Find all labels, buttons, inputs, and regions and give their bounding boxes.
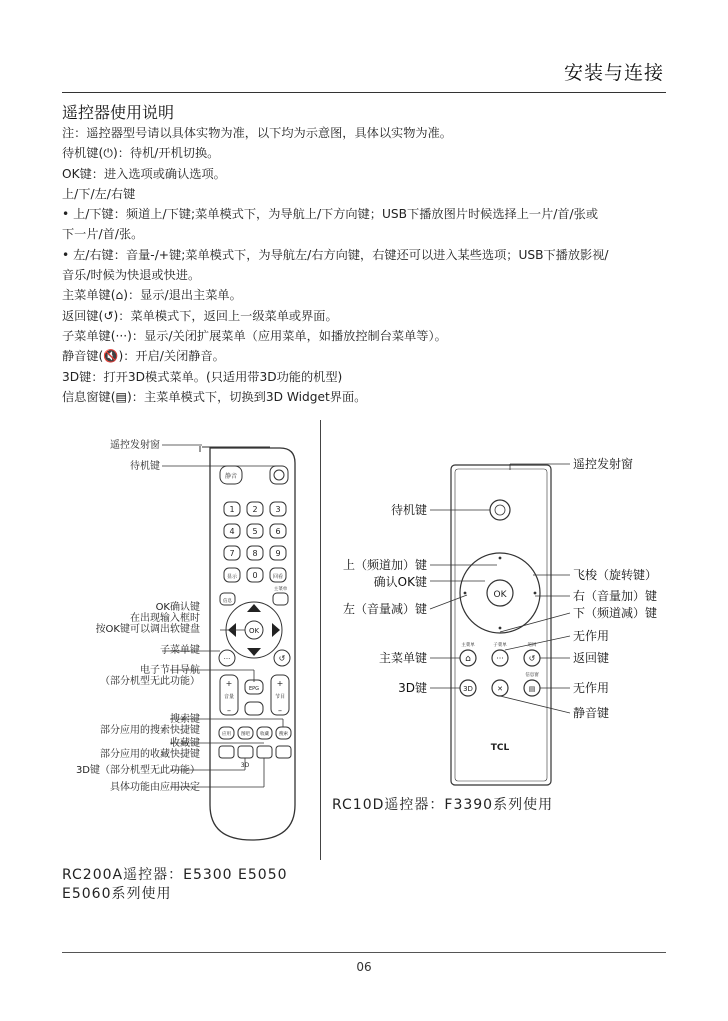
num-key: 9 bbox=[275, 549, 281, 558]
info-window-icon: ▤ bbox=[528, 685, 536, 693]
left-standby-btn bbox=[270, 466, 288, 484]
vol-plus: + bbox=[225, 679, 233, 688]
text-line: OK键：进入选项或确认选项。 bbox=[62, 166, 226, 181]
label-epg-sub: （部分机型无此功能） bbox=[100, 676, 200, 687]
right-standby-btn bbox=[490, 500, 510, 520]
info-small-label: 信息窗 bbox=[525, 673, 539, 678]
menu-label: 主菜单 bbox=[273, 587, 288, 592]
dot-left bbox=[464, 592, 467, 595]
return-icon: ↺ bbox=[528, 654, 536, 663]
ch-plus: + bbox=[276, 679, 284, 688]
left-caption-line1: RC200A遥控器：E5300 E5050 bbox=[62, 867, 288, 883]
label-epg: 电子节目导航 bbox=[140, 665, 200, 676]
left-remote-diagram bbox=[40, 430, 320, 860]
label-3d: 3D键（部分机型无此功能） bbox=[75, 765, 200, 776]
vol-label: 音量 bbox=[223, 694, 235, 700]
num-key: 3 bbox=[275, 505, 281, 514]
label-ir-window: 遥控发射窗 bbox=[110, 440, 160, 451]
back-small-label: 返回 bbox=[527, 643, 537, 648]
r-label-shuttle: 飞梭（旋转键） bbox=[573, 568, 658, 582]
num-key: 4 bbox=[229, 527, 235, 536]
label-submenu: 子菜单键 bbox=[160, 645, 200, 656]
r-label-ir: 遥控发射窗 bbox=[573, 457, 634, 471]
fav-label: 收藏 bbox=[260, 732, 269, 737]
text-line: 下一片/首/张。 bbox=[62, 227, 144, 242]
left-mute-label: 静音 bbox=[224, 473, 238, 480]
info-label: 信息 bbox=[223, 599, 232, 604]
dot-up bbox=[499, 557, 502, 560]
right-remote-body bbox=[451, 465, 551, 785]
r-label-ok: 确认OK键 bbox=[373, 575, 427, 589]
instruction-text bbox=[62, 123, 672, 407]
r-label-unused2: 无作用 bbox=[573, 681, 610, 695]
app2-label: 图吧 bbox=[241, 732, 250, 737]
text-line: 注：遥控器型号请以具体实物为准，以下均为示意图，具体以实物为准。 bbox=[62, 126, 452, 140]
ch-minus: – bbox=[278, 706, 282, 715]
arrow-up-icon bbox=[247, 604, 261, 612]
text-line: 3D键：打开3D模式菜单。(只适用带3D功能的机型) bbox=[62, 369, 343, 384]
label-search: 搜索键 bbox=[170, 714, 200, 725]
r-label-right: 右（音量加）键 bbox=[573, 589, 658, 603]
text-line: 待机键(⏻)：待机/开机切换。 bbox=[62, 146, 220, 161]
power-icon bbox=[274, 470, 284, 480]
back-arrow-icon: ↺ bbox=[278, 654, 286, 663]
exit-btn bbox=[245, 702, 263, 715]
column-divider bbox=[320, 420, 321, 860]
num-key: 2 bbox=[252, 505, 258, 514]
ch-label: 节目 bbox=[274, 694, 286, 700]
r-label-down: 下（频道减）键 bbox=[573, 606, 658, 620]
search-label: 搜索 bbox=[279, 732, 288, 737]
label-standby: 待机键 bbox=[130, 461, 160, 472]
num-key: 5 bbox=[252, 527, 258, 536]
text-line: 上/下/左/右键 bbox=[62, 186, 136, 201]
text-line: • 左/右键：音量-/+键;菜单模式下，为导航左/右方向键，右键还可以进入某些选项；USB下播放影视/ bbox=[62, 247, 609, 262]
text-line: 子菜单键(···)：显示/关闭扩展菜单（应用菜单，如播放控制台菜单等）。 bbox=[62, 328, 447, 343]
text-line: • 上/下键：频道上/下键;菜单模式下，为导航上/下方向键；USB下播放图片时候选择上一片/首/张或 bbox=[62, 207, 599, 222]
epg-label: EPG bbox=[248, 686, 260, 692]
menu-btn bbox=[273, 593, 288, 605]
section-title: 遥控器使用说明 bbox=[62, 103, 175, 122]
power-icon bbox=[495, 505, 505, 515]
r-label-home: 主菜单键 bbox=[378, 651, 427, 665]
text-line: 音乐/时候为快退或快进。 bbox=[62, 268, 201, 283]
mute-icon: ✕ bbox=[497, 685, 503, 693]
zero-key: 0 bbox=[252, 571, 258, 580]
brand-logo: TCL bbox=[490, 743, 510, 753]
right-caption: RC10D遥控器：F3390系列使用 bbox=[332, 797, 554, 813]
back-ch-key: 回看 bbox=[272, 574, 284, 580]
num-key: 1 bbox=[229, 505, 235, 514]
text-line: 静音键(🔇)：开启/关闭静音。 bbox=[62, 349, 225, 364]
app1-label: 应用 bbox=[222, 732, 231, 737]
label-ok-sub1: 在出现输入框时 bbox=[130, 613, 200, 624]
dots-icon: ··· bbox=[496, 654, 504, 663]
sub-small-label: 子菜单 bbox=[493, 643, 507, 648]
r-label-3d: 3D键 bbox=[398, 681, 427, 695]
vol-minus: – bbox=[227, 706, 231, 715]
label-fav: 收藏键 bbox=[170, 738, 200, 749]
r-label-mute: 静音键 bbox=[573, 706, 610, 720]
d3-label: 3D bbox=[240, 762, 250, 769]
r-label-back: 返回键 bbox=[573, 651, 610, 665]
arrow-down-icon bbox=[247, 648, 261, 656]
label-ok-sub2: 按OK键可以调出软键盘 bbox=[95, 624, 200, 635]
submenu-dots-icon: ··· bbox=[223, 655, 231, 663]
text-line: 信息窗键(▤)：主菜单模式下，切换到3D Widget界面。 bbox=[62, 389, 367, 404]
text-line: 返回键(↺)：菜单模式下，返回上一级菜单或界面。 bbox=[62, 308, 338, 323]
header-rule bbox=[62, 92, 666, 93]
arrow-right-icon bbox=[272, 623, 280, 637]
label-search-sub: 部分应用的搜索快捷键 bbox=[100, 725, 200, 736]
display-key: 显示 bbox=[226, 574, 238, 580]
text-line: 主菜单键(⌂)：显示/退出主菜单。 bbox=[62, 288, 242, 303]
right-3d-label: 3D bbox=[463, 685, 473, 693]
left-caption-line2: E5060系列使用 bbox=[62, 886, 172, 902]
dot-right bbox=[534, 592, 537, 595]
num-key: 6 bbox=[275, 527, 281, 536]
label-app: 具体功能由应用决定 bbox=[110, 782, 200, 793]
num-key: 8 bbox=[252, 549, 258, 558]
r-label-up: 上（频道加）键 bbox=[342, 558, 427, 572]
left-ok-label: OK bbox=[248, 627, 260, 635]
label-fav-sub: 部分应用的收藏快捷键 bbox=[100, 749, 200, 760]
r-label-unused1: 无作用 bbox=[573, 629, 610, 643]
footer-rule bbox=[62, 952, 666, 953]
r-label-left: 左（音量减）键 bbox=[342, 602, 427, 616]
dot-down bbox=[499, 627, 502, 630]
r-label-standby: 待机键 bbox=[390, 503, 427, 517]
right-remote-diagram bbox=[325, 440, 675, 790]
page-number: 06 bbox=[356, 960, 372, 974]
home-small-label: 主菜单 bbox=[461, 643, 475, 648]
home-icon: ⌂ bbox=[465, 654, 471, 664]
num-key: 7 bbox=[229, 549, 235, 558]
page-header-title: 安装与连接 bbox=[563, 62, 664, 84]
right-ok-label: OK bbox=[493, 590, 507, 600]
label-ok: OK确认键 bbox=[155, 602, 200, 613]
